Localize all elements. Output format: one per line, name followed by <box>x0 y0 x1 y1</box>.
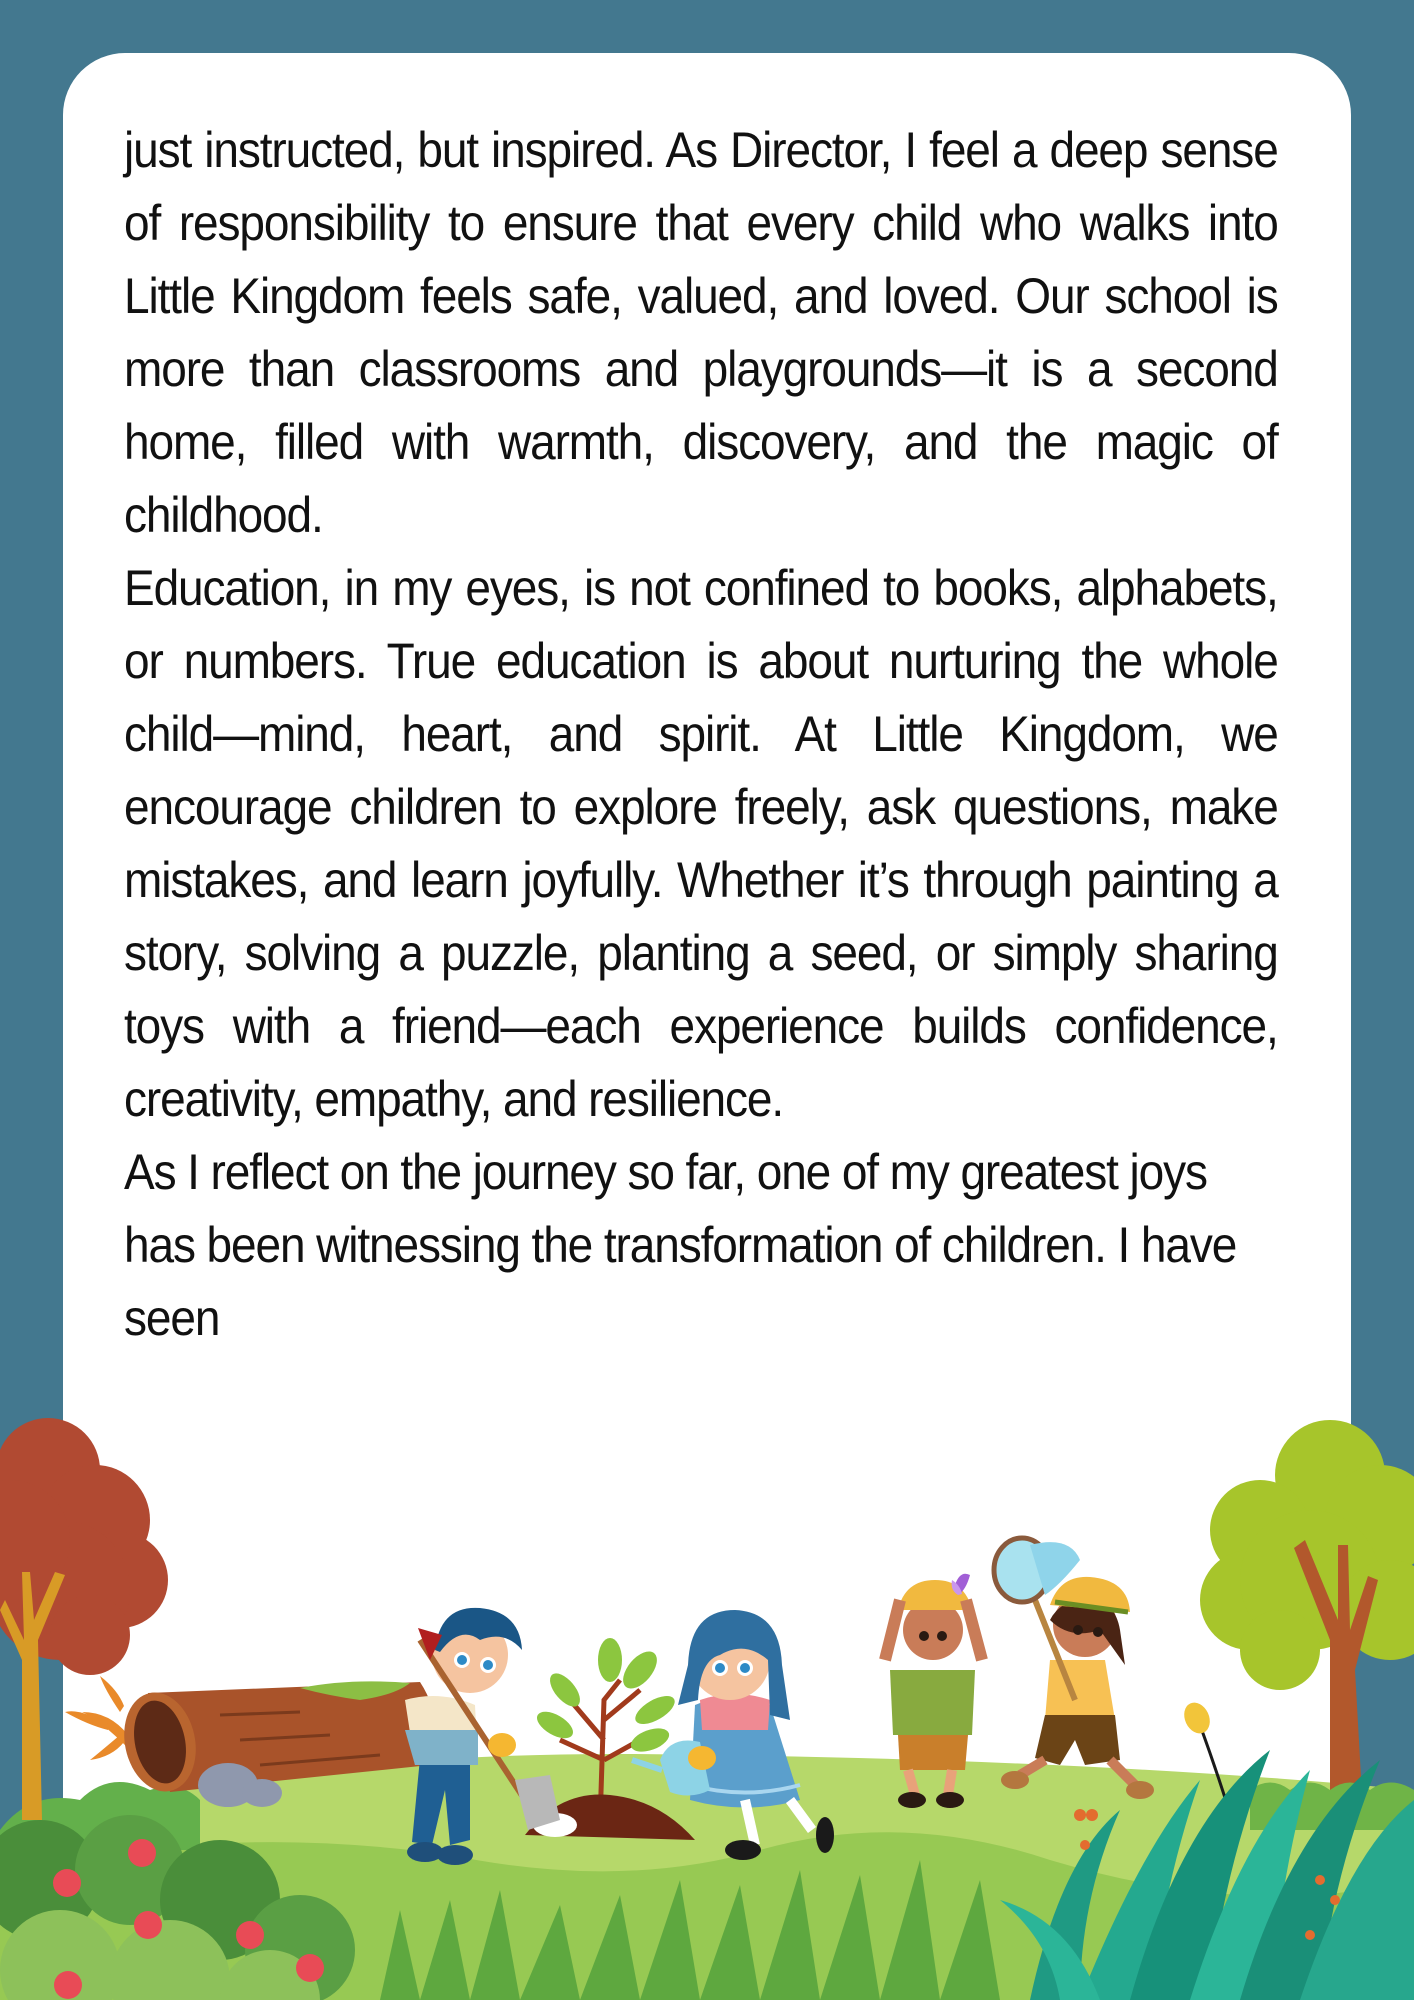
paragraph-1: just instructed, but inspired. As Director, I feel a deep sense of responsibility to ensure that every child who walks into Little Kingdom feels safe, valued, and loved. Our school is more than classrooms and playgrounds—it is a second home, filled with warmth, discovery, and the magic of childhood. <box>124 122 1278 543</box>
letter-body <box>124 114 1278 1355</box>
paragraph-3: As I reflect on the journey so far, one of my greatest joys has been witnessing the transformation of children. I have seen <box>124 1144 1237 1346</box>
paragraph-2: Education, in my eyes, is not confined to books, alphabets, or numbers. True education is about nurturing the whole child—mind, heart, and spirit. At Little Kingdom, we encourage children to explore freely, ask questions, make mistakes, and learn joyfully. Whether it’s through painting a story, solving a puzzle, planting a seed, or simply sharing toys with a friend—each experience builds confidence, creativity, empathy, and resilience. <box>124 560 1278 1127</box>
